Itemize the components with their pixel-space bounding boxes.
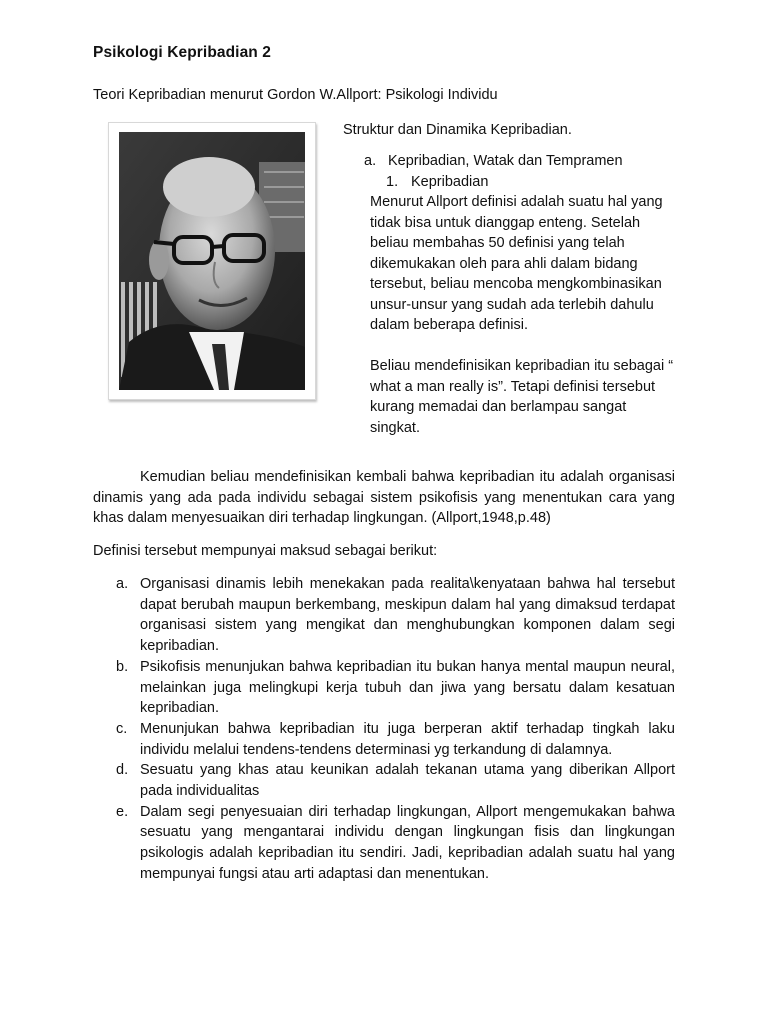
list-item xyxy=(93,657,675,719)
list-item xyxy=(93,760,675,801)
section-heading: Struktur dan Dinamika Kepribadian. xyxy=(343,122,572,138)
list-item xyxy=(93,574,675,657)
portrait-image xyxy=(119,132,305,390)
portrait-photo xyxy=(108,122,316,400)
outline-marker-1: 1. xyxy=(386,174,399,190)
document-subtitle: Teori Kepribadian menurut Gordon W.Allport: Psikologi Individu xyxy=(93,87,498,103)
list-item-text: Psikofisis menunjukan bahwa kepribadian itu bukan hanya mental maupun neural, melainkan juga melingkupi kerja tubuh dan jiwa yang bersatu dalam kesatuan kepribadian. xyxy=(140,658,675,717)
definition-paragraph-1: Menurut Allport definisi adalah suatu hal yang tidak bisa untuk dianggap enteng. Setelah beliau membahas 50 definisi yang telah dikemukakan oleh para ahli dalam bidang tersebut, beliau mencoba mengkombinasikan unsur-unsur yang sudah ada terlebih dahulu dalam beberapa definisi. xyxy=(370,194,663,333)
list-item xyxy=(93,802,675,885)
list-marker: e. xyxy=(116,803,129,820)
outline-marker-a: a. xyxy=(364,153,377,169)
list-item-text: Menunjukan bahwa kepribadian itu juga berperan aktif terhadap tingkah laku individu melalui tendens-tendens determinasi yg terkandung di dalamnya. xyxy=(140,720,675,758)
list-marker: d. xyxy=(116,762,129,779)
definition-list xyxy=(93,574,675,885)
list-item-text: Organisasi dinamis lebih menekakan pada realita\kenyataan bahwa hal tersebut dapat berubah maupun berkembang, meskipun dalam hal yang dimaksud terdapat organisasi sistem yang mengikat dan menghubungkan komponen dalam segi kepribadian. xyxy=(140,576,675,655)
list-marker: c. xyxy=(116,720,128,737)
list-item-text: Sesuatu yang khas atau keunikan adalah tekanan utama yang diberikan Allport pada individualitas xyxy=(140,762,675,800)
main-paragraph: Kemudian beliau mendefinisikan kembali bahwa kepribadian itu adalah organisasi dinamis yang ada pada individu sebagai sistem psikofisis yang menentukan cara yang khas dalam menyesuaikan diri terhadap lingkungan. (Allport,1948,p.48) xyxy=(93,469,675,527)
outline-item-1 xyxy=(386,172,488,193)
list-marker: a. xyxy=(116,576,129,592)
outline-label-a: Kepribadian, Watak dan Tempramen xyxy=(388,153,623,169)
list-marker: b. xyxy=(116,658,129,675)
list-item xyxy=(93,719,675,760)
outline-item-a xyxy=(364,151,623,172)
definition-paragraph-2: Beliau mendefinisikan kepribadian itu sebagai “ what a man really is”. Tetapi definisi tersebut kurang memadai dan berlampau sangat singkat. xyxy=(370,358,674,436)
definition-intro: Definisi tersebut mempunyai maksud sebagai berikut: xyxy=(93,543,438,559)
list-item-text: Dalam segi penyesuaian diri terhadap lingkungan, Allport mengemukakan bahwa sesuatu yang mengantarai individu dengan lingkungan fisis dan lingkungan psikologis adalah kepribadian itu sendiri. Jadi, kepribadian adalah suatu hal yang mempunyai fungsi atau arti adaptasi dan menentukan. xyxy=(140,803,675,882)
outline-label-1: Kepribadian xyxy=(411,174,489,190)
document-title: Psikologi Kepribadian 2 xyxy=(93,44,272,61)
